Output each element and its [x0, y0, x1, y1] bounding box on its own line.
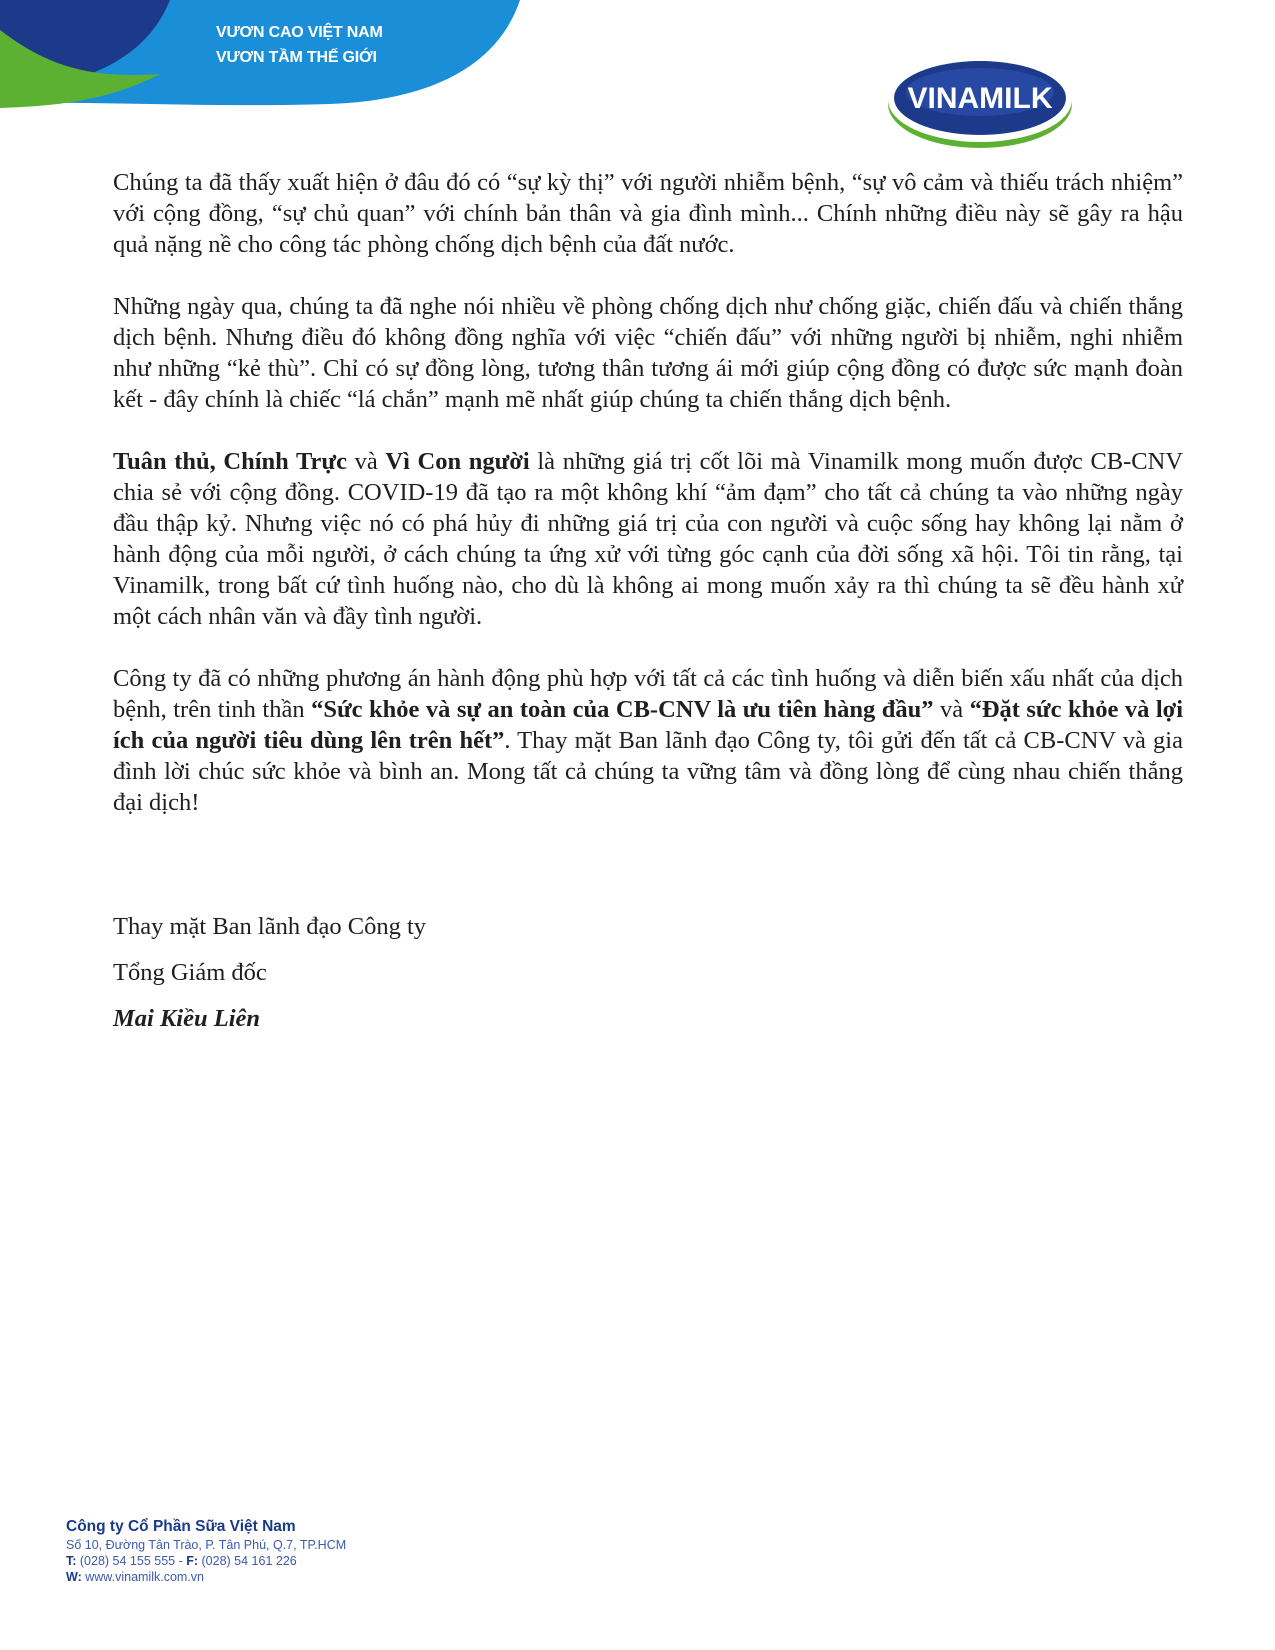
- footer-website: [66, 1569, 346, 1585]
- footer-address: Số 10, Đường Tân Trào, P. Tân Phú, Q.7, TP.HCM: [66, 1538, 347, 1552]
- slogan-line-1: VƯƠN CAO VIỆT NAM: [216, 24, 383, 41]
- footer-phone-fax: [66, 1553, 346, 1569]
- signature-block: [113, 912, 426, 1050]
- tel-label: T:: [66, 1554, 77, 1568]
- fax-label: F:: [186, 1554, 199, 1568]
- p4-start: Công ty đã có những phương án hành động phù hợp với tất cả các tình huống và diễn biến xấu nhất của dịch bệnh, trên tinh thần: [113, 665, 1183, 723]
- footer-company: Công ty Cổ Phần Sữa Việt Nam: [66, 1518, 296, 1535]
- web-label: W:: [66, 1570, 82, 1584]
- web-value[interactable]: www.vinamilk.com.vn: [81, 1570, 204, 1584]
- motto-2: “Đặt sức khỏe và lợi ích của người tiêu dùng lên trên hết”: [113, 696, 1183, 754]
- core-values-2: Vì Con người: [385, 448, 530, 475]
- paragraph-3: [113, 446, 1183, 632]
- signer-title: Tổng Giám đốc: [113, 959, 267, 986]
- letter-body: [113, 167, 1183, 849]
- motto-1: “Sức khỏe và sự an toàn của CB-CNV là ưu tiên hàng đầu”: [311, 696, 934, 723]
- header-slogan: [216, 20, 383, 70]
- paragraph-1: Chúng ta đã thấy xuất hiện ở đâu đó có “sự kỳ thị” với người nhiễm bệnh, “sự vô cảm và thiếu trách nhiệm” với cộng đồng, “sự chủ quan” với chính bản thân và gia đình mình... Chính những điều này sẽ gây ra hậu quả nặng nề cho công tác phòng chống dịch bệnh của đất nước.: [113, 169, 1183, 258]
- paragraph-4: [113, 663, 1183, 818]
- tel-value: (028) 54 155 555 -: [76, 1554, 187, 1568]
- footer-contact: [66, 1517, 346, 1585]
- p4-text: . Thay mặt Ban lãnh đạo Công ty, tôi gửi đến tất cả CB-CNV và gia đình lời chúc sức khỏe và bình an. Mong tất cả chúng ta vững tâm và đồng lòng để cùng nhau chiến thắng đại dịch!: [113, 727, 1183, 816]
- signer-name: Mai Kiều Liên: [113, 1005, 261, 1032]
- paragraph-2: Những ngày qua, chúng ta đã nghe nói nhiều về phòng chống dịch như chống giặc, chiến đấu và chiến thắng dịch bệnh. Nhưng điều đó không đồng nghĩa với việc “chiến đấu” với những người bị nhiễm, nghi nhiễm như những “kẻ thù”. Chỉ có sự đồng lòng, tương thân tương ái mới giúp cộng đồng có được sức mạnh đoàn kết - đây chính là chiếc “lá chắn” mạnh mẽ nhất giúp chúng ta chiến thắng dịch bệnh.: [113, 293, 1183, 413]
- on-behalf-line: Thay mặt Ban lãnh đạo Công ty: [113, 913, 426, 940]
- p4-connector: và: [933, 696, 970, 723]
- vinamilk-logo: [880, 52, 1080, 152]
- logo-text: VINAMILK: [907, 82, 1053, 115]
- fax-value: (028) 54 161 226: [198, 1554, 297, 1568]
- p3-connector: và: [346, 448, 386, 475]
- core-values-1: Tuân thủ, Chính Trực: [113, 448, 347, 475]
- p3-text: là những giá trị cốt lõi mà Vinamilk mong muốn được CB-CNV chia sẻ với cộng đồng. COVID-19 đã tạo ra một không khí “ảm đạm” cho tất cả chúng ta vào những ngày đầu thập kỷ. Nhưng việc nó có phá hủy đi những giá trị của con người và cuộc sống hay không lại nằm ở hành động của mỗi người, ở cách chúng ta ứng xử với từng góc cạnh của đời sống xã hội. Tôi tin rằng, tại Vinamilk, trong bất cứ tình huống nào, cho dù là không ai mong muốn xảy ra thì chúng ta sẽ đều hành xử một cách nhân văn và đầy tình người.: [113, 448, 1184, 630]
- slogan-line-2: VƯƠN TẦM THẾ GIỚI: [216, 49, 377, 66]
